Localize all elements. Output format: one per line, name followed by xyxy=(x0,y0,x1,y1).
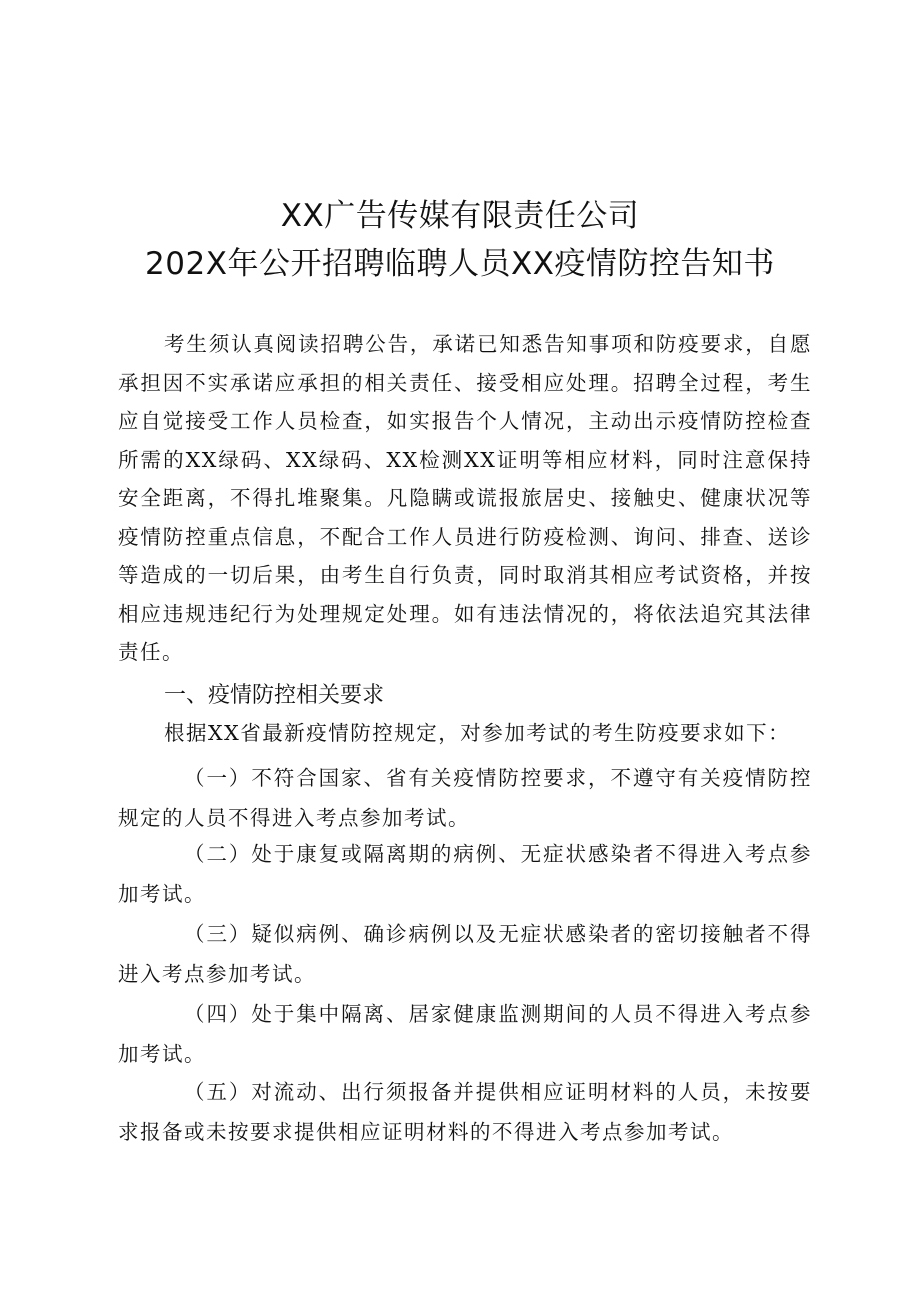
requirement-item-3: （三）疑似病例、确诊病例以及无症状感染者的密切接触者不得进入考点参加考试。 xyxy=(118,922,812,986)
requirement-item-5: （五）对流动、出行须报备并提供相应证明材料的人员，未按要求报备或未按要求提供相应证明材料的不得进入考点参加考试。 xyxy=(118,1080,812,1144)
section-basis-paragraph: 根据XX省最新疫情防控规定，对参加考试的考生防疫要求如下： xyxy=(164,721,791,745)
document-title-notice: 202X年公开招聘临聘人员XX疫情防控告知书 xyxy=(145,246,775,282)
section-heading-epidemic-requirements: 一、疫情防控相关要求 xyxy=(164,683,385,708)
requirement-item-2: （二）处于康复或隔离期的病例、无症状感染者不得进入考点参加考试。 xyxy=(118,842,812,906)
intro-paragraph: 考生须认真阅读招聘公告，承诺已知悉告知事项和防疫要求，自愿承担因不实承诺应承担的相关责任、接受相应处理。招聘全过程，考生应自觉接受工作人员检查，如实报告个人情况，主动出示疫情防控检查所需的XX绿码、XX绿码、XX检测XX证明等相应材料，同时注意保持安全距离，不得扎堆聚集。凡隐瞒或谎报旅居史、接触史、健康状况等疫情防控重点信息，不配合工作人员进行防疫检测、询问、排查、送诊等造成的一切后果，由考生自行负责，同时取消其相应考试资格，并按相应违规违纪行为处理规定处理。如有违法情况的，将依法追究其法律责任。 xyxy=(118,332,812,664)
requirement-item-1: （一）不符合国家、省有关疫情防控要求，不遵守有关疫情防控规定的人员不得进入考点参加考试。 xyxy=(118,766,812,830)
document-title-company: XX广告传媒有限责任公司 xyxy=(280,198,640,234)
requirement-item-4: （四）处于集中隔离、居家健康监测期间的人员不得进入考点参加考试。 xyxy=(118,1002,812,1066)
